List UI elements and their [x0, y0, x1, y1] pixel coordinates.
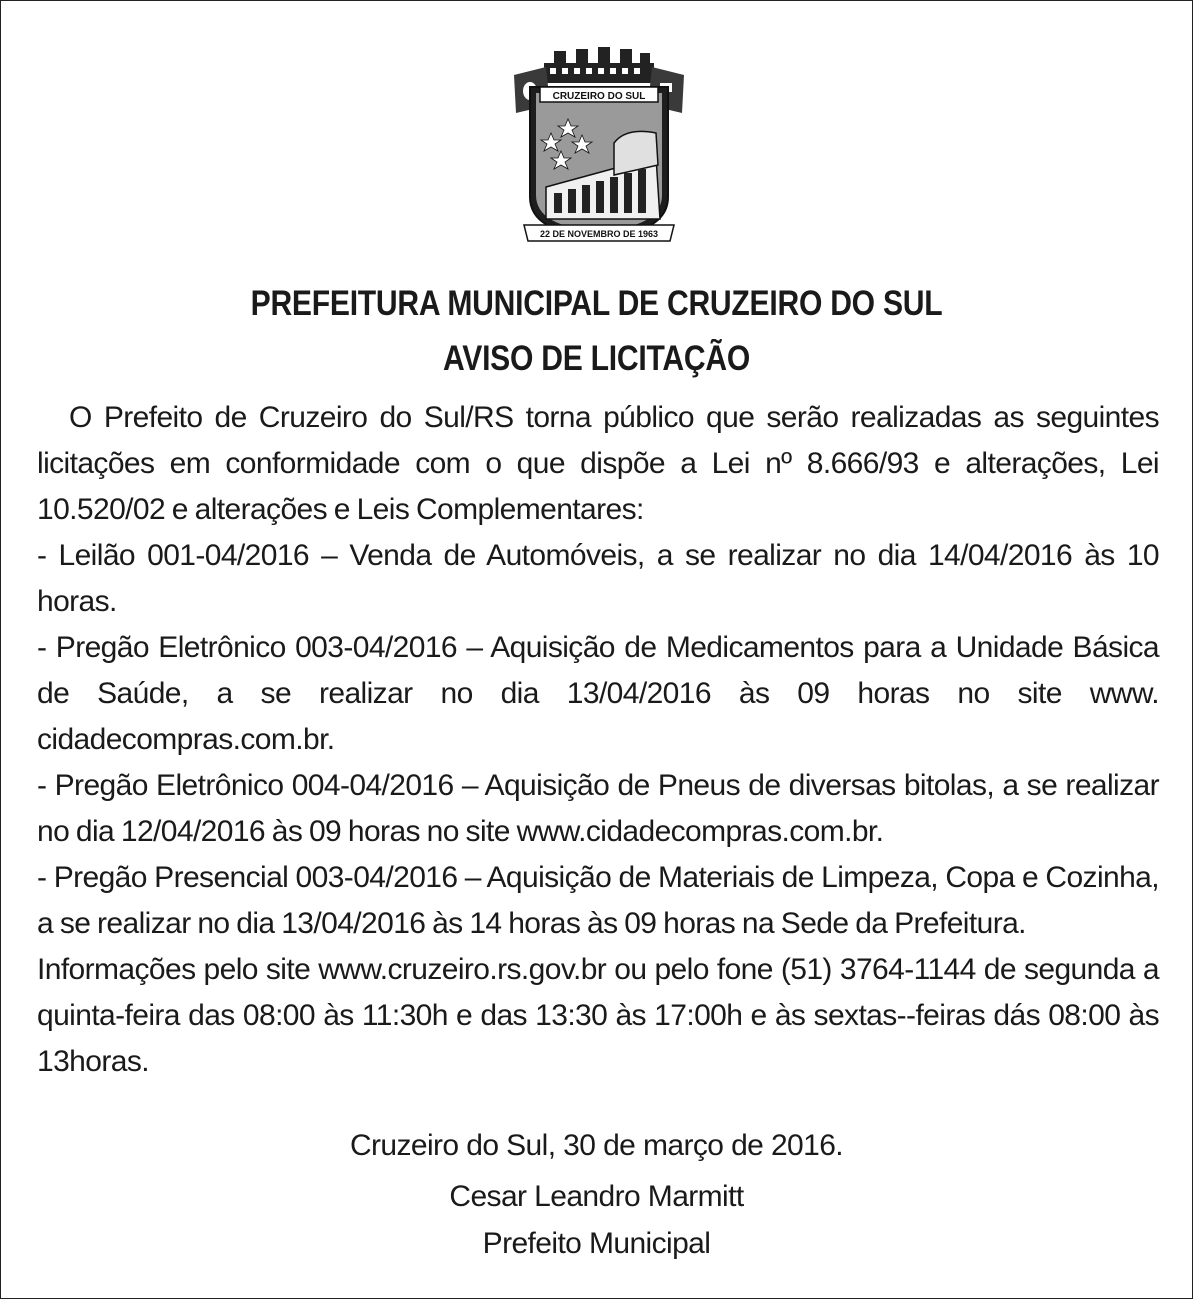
place-date: Cruzeiro do Sul, 30 de março de 2016. — [349, 1129, 844, 1162]
intro-paragraph: O Prefeito de Cruzeiro do Sul/RS torna público que serão realizadas as seguintes licitações em conformidade com o que dispõe a Lei nº 8.666/93 e alterações, Lei 10.520/02 e alterações e Leis Complementares: — [37, 401, 1159, 526]
page-title-municipality: PREFEITURA MUNICIPAL DE CRUZEIRO DO SUL — [250, 284, 943, 323]
list-item: - Pregão Presencial 003-04/2016 – Aquisição de Materiais de Limpeza, Copa e Cozinha, a se realizar no dia 13/04/2016 às 14 horas às 09 horas na Sede da Prefeitura. — [37, 861, 1159, 940]
page-title-notice: AVISO DE LICITAÇÃO — [443, 339, 750, 378]
list-item: - Pregão Eletrônico 004-04/2016 – Aquisição de Pneus de diversas bitolas, a se realizar no dia 12/04/2016 às 09 horas no site www.cidadecompras.com.br. — [37, 769, 1159, 848]
crest-banner-text: CRUZEIRO DO SUL — [552, 91, 646, 102]
signatory-name: Cesar Leandro Marmitt — [449, 1180, 744, 1213]
crest-bottom-text: 22 DE NOVEMBRO DE 1963 — [539, 229, 659, 239]
contact-info-paragraph: Informações pelo site www.cruzeiro.rs.gov.br ou pelo fone (51) 3764-1144 de segunda a quinta-feira das 08:00 às 11:30h e das 13:30 às 17:00h e às sextas--feiras dás 08:00 às 13horas. — [37, 953, 1159, 1078]
list-item: - Leilão 001-04/2016 – Venda de Automóveis, a se realizar no dia 14/04/2016 às 10 horas. — [37, 539, 1159, 618]
signatory-role: Prefeito Municipal — [482, 1227, 711, 1260]
list-item: - Pregão Eletrônico 003-04/2016 – Aquisição de Medicamentos para a Unidade Básica de Saúde, a se realizar no dia 13/04/2016 às 09 horas no site www. cidadecompras.com.br. — [37, 631, 1159, 756]
municipal-coat-of-arms-logo — [506, 47, 692, 249]
notice-body — [37, 395, 1159, 1085]
